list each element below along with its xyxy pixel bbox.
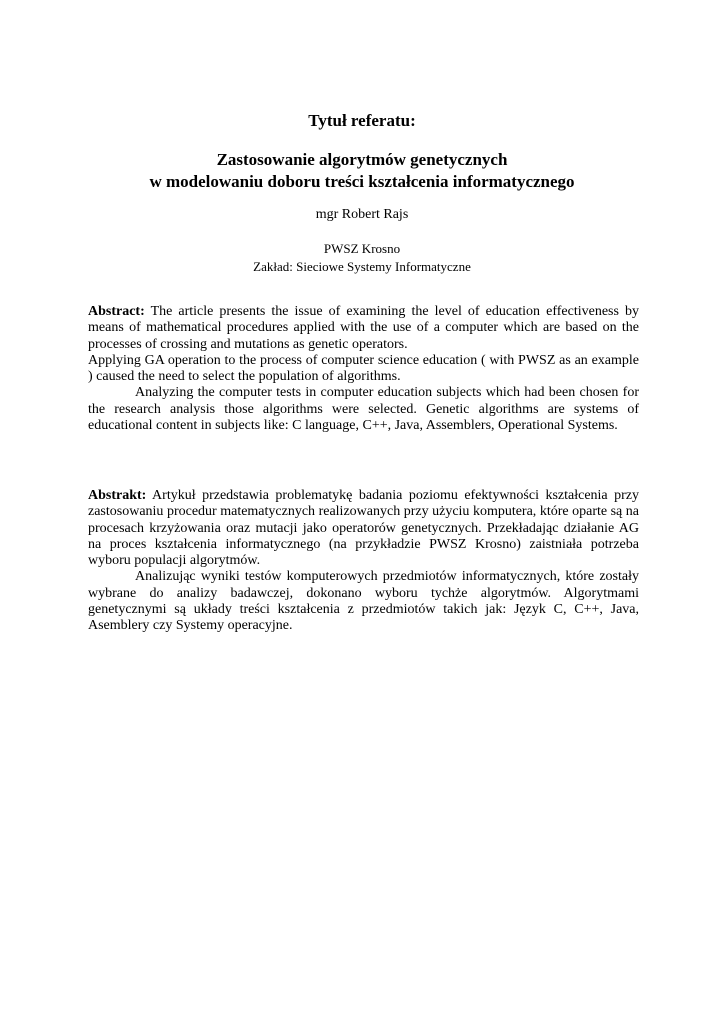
- abstract-polish-paragraph-1: [88, 488, 639, 569]
- abstract-english: [88, 304, 639, 434]
- abstract-english-text-1: The article presents the issue of examining the level of education effectiveness by means of mathematical procedures applied with the use of a computer which are based on the processes of crossing and mutations as genetic operators.: [88, 304, 639, 352]
- abstract-polish-text-1: Artykuł przedstawia problematykę badania poziomu efektywności kształcenia przy zastosowaniu procedur matematycznych realizowanych przy użyciu komputera, które oparte są na procesach krzyżowania oraz mutacji jako operatorów genetycznych. Przekładając działanie AG na proces kształcenia informatycznego (na przykładzie PWSZ Krosno) zaistniała potrzeba wyboru populacji algorytmów.: [88, 488, 639, 569]
- author-name: mgr Robert Rajs: [315, 207, 409, 222]
- affiliation: [0, 240, 724, 276]
- abstract-polish-paragraph-2: Analizując wyniki testów komputerowych przedmiotów informatycznych, które zostały wybrane do analizy badawczej, dokonano wyboru tychże algorytmów. Algorytmami genetycznymi są układy treści kształcenia z przedmiotów takich jak: Język C, C++, Java, Asemblery czy Systemy operacyjne.: [88, 569, 639, 634]
- abstract-english-heading: Abstract:: [88, 304, 145, 319]
- paper-title-line-2: w modelowaniu doboru treści kształcenia informatycznego: [149, 172, 575, 191]
- paper-label: Tytuł referatu:: [308, 111, 416, 130]
- abstract-polish: [88, 488, 639, 635]
- paper-title: [0, 149, 724, 193]
- abstract-english-paragraph-2: Applying GA operation to the process of computer science education ( with PWSZ as an example ) caused the need to select the population of algorithms.: [88, 352, 639, 385]
- abstract-english-paragraph-1: [88, 304, 639, 353]
- abstract-english-paragraph-3: Analyzing the computer tests in computer education subjects which had been chosen for the research analysis those algorithms were selected. Genetic algorithms are systems of educational content in subjects like: C language, C++, Java, Assemblers, Operational Systems.: [88, 385, 639, 434]
- abstract-polish-heading: Abstrakt:: [88, 488, 147, 503]
- institution: PWSZ Krosno: [323, 241, 401, 256]
- department: Zakład: Sieciowe Systemy Informatyczne: [253, 259, 471, 274]
- paper-title-line-1: Zastosowanie algorytmów genetycznych: [216, 150, 508, 169]
